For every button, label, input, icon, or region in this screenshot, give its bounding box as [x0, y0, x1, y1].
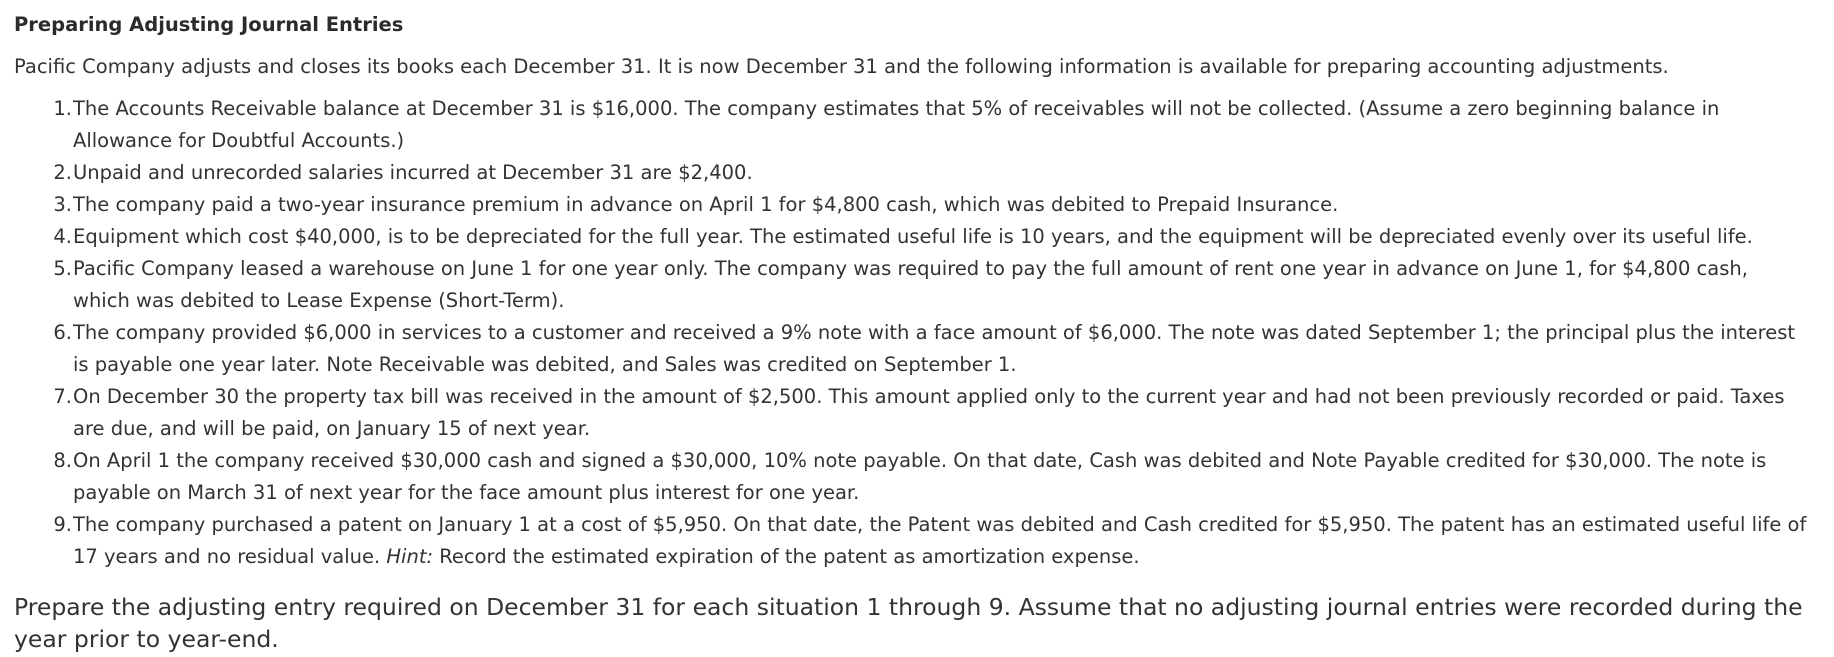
- list-item: [14, 157, 1820, 189]
- list-item: [14, 445, 1820, 509]
- item-text: Pacific Company leased a warehouse on June 1 for one year only. The company was required to pay the full amount of rent one year in advance on June 1, for $4,800 cash, which was debited to Lease Expense (Short-Term).: [73, 257, 1748, 312]
- list-item: [14, 93, 1820, 157]
- item-number: 8.: [53, 449, 72, 472]
- item-text: The company paid a two-year insurance premium in advance on April 1 for $4,800 cash, which was debited to Prepaid Insurance.: [73, 193, 1339, 216]
- item-number: 1.: [53, 97, 72, 120]
- item-number: 2.: [53, 161, 72, 184]
- list-item: [14, 253, 1820, 317]
- item-text: The company provided $6,000 in services to a customer and received a 9% note with a face amount of $6,000. The note was dated September 1; the principal plus the interest is payable one year later. Note Receivable was debited, and Sales was credited on September 1.: [73, 321, 1796, 376]
- list-item: [14, 317, 1820, 381]
- item-number: 9.: [53, 513, 72, 536]
- item-number: 7.: [53, 385, 72, 408]
- list-item: [14, 189, 1820, 221]
- item-text-part: The company purchased a patent on January 1 at a cost of $5,950. On that date, the Patent was debited and Cash credited for $5,950. The patent has an estimated useful life of 17 years and no residual value.: [73, 513, 1807, 568]
- item-text-part: Record the estimated expiration of the patent as amortization expense.: [433, 545, 1140, 568]
- item-text: Unpaid and unrecorded salaries incurred at December 31 are $2,400.: [73, 161, 753, 184]
- item-text: Equipment which cost $40,000, is to be depreciated for the full year. The estimated useful life is 10 years, and the equipment will be depreciated evenly over its useful life.: [73, 225, 1753, 248]
- list-item: [14, 381, 1820, 445]
- item-text: On April 1 the company received $30,000 cash and signed a $30,000, 10% note payable. On that date, Cash was debited and Note Payable credited for $30,000. The note is payable on March 31 of next year for the face amount plus interest for one year.: [73, 449, 1767, 504]
- item-number: 4.: [53, 225, 72, 248]
- item-text: On December 30 the property tax bill was received in the amount of $2,500. This amount applied only to the current year and had not been previously recorded or paid. Taxes are due, and will be paid, on January 15 of next year.: [73, 385, 1785, 440]
- list-item: [14, 509, 1820, 573]
- intro-paragraph: Pacific Company adjusts and closes its books each December 31. It is now December 31 and the following information is available for preparing accounting adjustments.: [14, 55, 1669, 78]
- item-number: 3.: [53, 193, 72, 216]
- item-number: 5.: [53, 257, 72, 280]
- situation-list: [14, 93, 1820, 573]
- item-text: [73, 509, 1820, 573]
- item-number: 6.: [53, 321, 72, 344]
- item-text: The Accounts Receivable balance at December 31 is $16,000. The company estimates that 5% of receivables will not be collected. (Assume a zero beginning balance in Allowance for Doubtful Accounts.): [73, 97, 1720, 152]
- instructions-prompt: Prepare the adjusting entry required on December 31 for each situation 1 through 9. Assume that no adjusting journal entries were recorded during the year prior to year-end.: [14, 593, 1803, 653]
- page-title: Preparing Adjusting Journal Entries: [14, 13, 404, 36]
- list-item: [14, 221, 1820, 253]
- hint-label: Hint:: [386, 545, 434, 568]
